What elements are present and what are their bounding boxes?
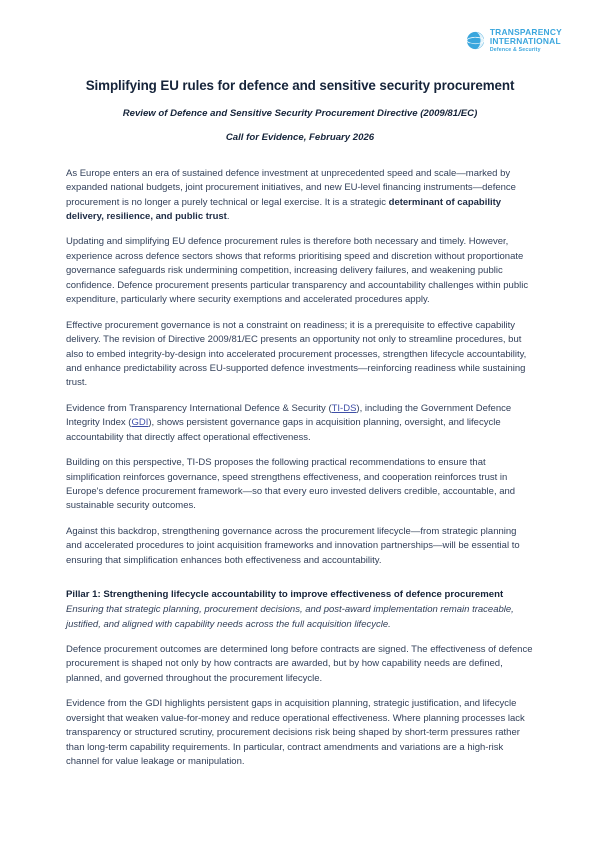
paragraph-intro-tail: . [226,211,230,222]
page-title: Simplifying EU rules for defence and sensitive security procurement [85,78,515,93]
pillar-1-paragraph-gdi-evidence: Evidence from the GDI highlights persistent gaps in acquisition planning, strategic justification, and lifecycle oversight that weaken value-for-money and reduce operational effectiveness. Where planning processes lack transparency or structured scrutiny, procurement decisions risk being shaped by short-term pressures rather than long-term capability requirements. In particular, contract amendments and variations are a high-risk channel for value leakage or manipulation. [66,698,525,768]
paragraph-intro-emphasis: determinant of capability delivery, resilience, and public trust [66,196,502,222]
paragraph-evidence-lead: Evidence from Transparency International Defence & Security ( [66,402,332,414]
document-content [66,78,534,769]
logo-wordmark [490,28,562,53]
paragraph-governance: Effective procurement governance is not a constraint on readiness; it is a prerequisite to effective capability delivery. The revision of Directive 2009/81/EC presents an opportunity not only to streamline procedures, but also to embed integrity-by-design into accelerated procurement processes, strengthen lifecycle accountability, and enhance predictability across EU-supported defence investments—reinforcing readiness while sustaining trust. [66,319,527,389]
pillar-1-lede: Ensuring that strategic planning, procurement decisions, and post-award implementation remain traceable, justified, and aligned with capability needs across the full acquisition lifecycle. [66,604,514,630]
paragraph-evidence [66,402,534,445]
paragraph-recommendations: Building on this perspective, TI-DS proposes the following practical recommendations to ensure that simplification reinforces governance, speed strengthens effectiveness, and cooperation reinforces trust in Europe's defence procurement framework—so that every euro invested delivers credible, accountable, and sustainable security outcomes. [66,457,516,512]
paragraph-updating-rules: Updating and simplifying EU defence procurement rules is therefore both necessary and timely. However, experience across defence sectors shows that reforms prioritising speed and discretion without proportionate governance safeguards risk undermining competition, increasing delivery failures, and weakening public confidence. Defence procurement presents particular transparency and accountability challenges within public expenditure, particularly where security exemptions and accelerated procedures apply. [66,236,529,306]
gdi-link[interactable]: GDI [131,417,149,429]
paragraph-intro-lead: As Europe enters an era of sustained defence investment at unprecedented speed and scale—marked by expanded national budgets, joint procurement initiatives, and new EU-level financing instruments—defence procurement is no longer a purely technical or legal exercise. It is a strategic [66,167,516,208]
paragraph-backdrop: Against this backdrop, strengthening governance across the procurement lifecycle—from strategic planning and accelerated procedures to joint acquisition frameworks and innovation partnerships—will be essential to ensuring that simplification enhances both effectiveness and accountability. [66,525,520,566]
logo-line-transparency: TRANSPARENCY [489,27,562,37]
document-subtitle: Review of Defence and Sensitive Security Procurement Directive (2009/81/EC) [122,107,478,119]
tids-link[interactable]: TI-DS [331,402,357,414]
pillar-1-paragraph-outcomes: Defence procurement outcomes are determined long before contracts are signed. The effectiveness of defence procurement is shaped not only by how contracts are awarded, but by how capability needs are defined, planned, and governed throughout the procurement lifecycle. [66,643,533,684]
globe-icon [466,31,485,50]
document-call-for-evidence: Call for Evidence, February 2026 [225,132,375,144]
organisation-logo [466,28,562,53]
pillar-1-heading: Pillar 1: Strengthening lifecycle accountability to improve effectiveness of defence procurement [66,589,504,601]
paragraph-evidence-tail: ), shows persistent governance gaps in acquisition planning, oversight, and lifecycle accountability that directly affect operational effectiveness. [66,417,501,443]
logo-subtitle: Defence & Security [489,46,541,53]
logo-line-international: INTERNATIONAL [489,36,561,47]
paragraph-evidence-mid: ), including the Government Defence Integrity Index ( [66,402,512,429]
paragraph-intro [66,167,534,225]
